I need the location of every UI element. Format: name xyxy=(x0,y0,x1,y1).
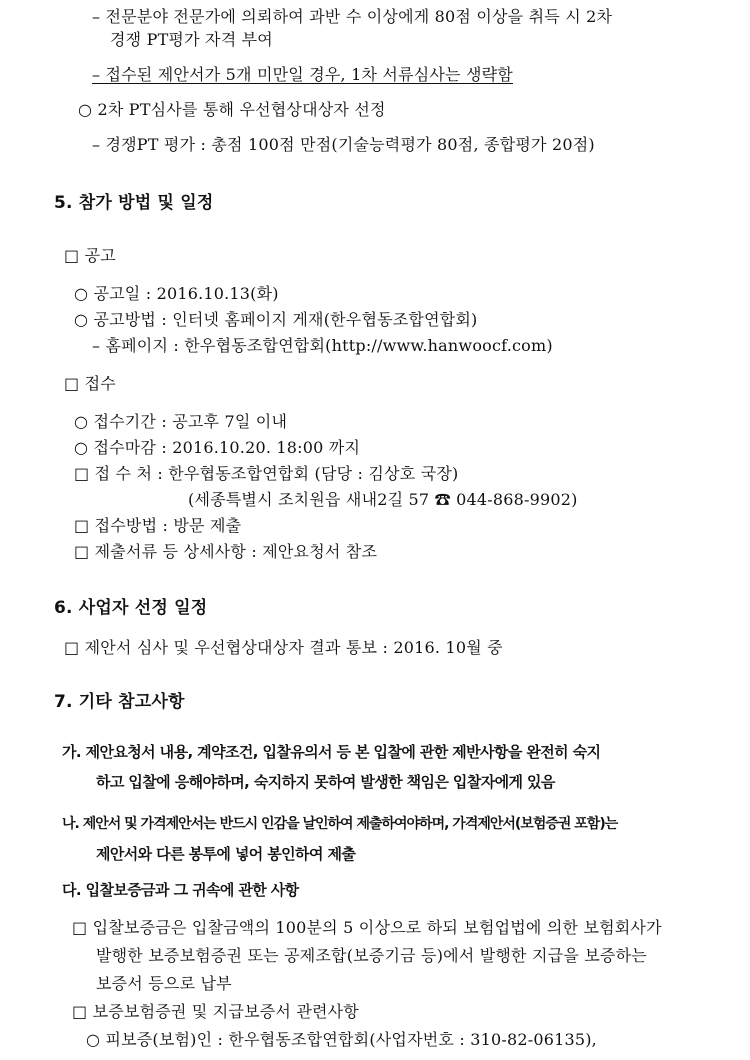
eval-criteria-line-cont: 경쟁 PT평가 자격 부여 xyxy=(110,30,273,49)
insured-party: ○ 피보증(보험)인 : 한우협동조합연합회(사업자번호 : 310-82-06135), xyxy=(86,1030,597,1049)
selection-schedule: □ 제안서 심사 및 우선협상대상자 결과 통보 : 2016. 10월 중 xyxy=(64,638,503,657)
receipt-header: □ 접수 xyxy=(64,374,116,393)
note-ga: 가. 제안요청서 내용, 계약조건, 입찰유의서 등 본 입찰에 관한 제반사항을 완전히 숙지 xyxy=(62,743,601,761)
notice-date: ○ 공고일 : 2016.10.13(화) xyxy=(74,284,279,303)
eval-criteria-line: – 전문분야 전문가에 의뢰하여 과반 수 이상에게 80점 이상을 취득 시 2차 xyxy=(92,7,613,26)
receipt-place: □ 접 수 처 : 한우협동조합연합회 (담당 : 김상호 국장) xyxy=(74,464,459,483)
receipt-period: ○ 접수기간 : 공고후 7일 이내 xyxy=(74,412,288,431)
deposit-rule-cont2: 보증서 등으로 납부 xyxy=(96,974,232,993)
note-ga-cont: 하고 입찰에 응해야하며, 숙지하지 못하여 발생한 책임은 입찰자에게 있음 xyxy=(96,773,555,791)
skip-screening-note: – 접수된 제안서가 5개 미만일 경우, 1차 서류심사는 생략함 xyxy=(92,65,513,84)
guarantee-header: □ 보증보험증권 및 지급보증서 관련사항 xyxy=(72,1002,359,1021)
notice-header: □ 공고 xyxy=(64,246,116,265)
note-da: 다. 입찰보증금과 그 귀속에 관한 사항 xyxy=(62,881,299,899)
receipt-address: (세종특별시 조치원읍 새내2길 57 ☎ 044-868-9902) xyxy=(188,490,578,509)
pt-review-item: ○ 2차 PT심사를 통해 우선협상대상자 선정 xyxy=(78,100,386,119)
note-na: 나. 제안서 및 가격제안서는 반드시 인감을 날인하여 제출하여야하며, 가격제안서(보험증권 포함)는 xyxy=(62,816,618,832)
deposit-rule-cont: 발행한 보증보험증권 또는 공제조합(보증기금 등)에서 발행한 지급을 보증하는 xyxy=(96,946,647,965)
section-7-title: 7. 기타 참고사항 xyxy=(54,692,185,712)
pt-score-line: – 경쟁PT 평가 : 총점 100점 만점(기술능력평가 80점, 종합평가 20점) xyxy=(92,135,595,154)
receipt-method: □ 접수방법 : 방문 제출 xyxy=(74,516,242,535)
deposit-rule: □ 입찰보증금은 입찰금액의 100분의 5 이상으로 하되 보험업법에 의한 보험회사가 xyxy=(72,918,662,937)
notice-homepage: – 홈페이지 : 한우협동조합연합회(http://www.hanwoocf.com) xyxy=(92,336,553,355)
section-5-title: 5. 참가 방법 및 일정 xyxy=(54,193,214,213)
receipt-docs: □ 제출서류 등 상세사항 : 제안요청서 참조 xyxy=(74,542,378,561)
section-6-title: 6. 사업자 선정 일정 xyxy=(54,598,208,618)
notice-method: ○ 공고방법 : 인터넷 홈페이지 게재(한우협동조합연합회) xyxy=(74,310,478,329)
note-na-cont: 제안서와 다른 봉투에 넣어 봉인하여 제출 xyxy=(96,845,356,863)
receipt-deadline: ○ 접수마감 : 2016.10.20. 18:00 까지 xyxy=(74,438,361,457)
